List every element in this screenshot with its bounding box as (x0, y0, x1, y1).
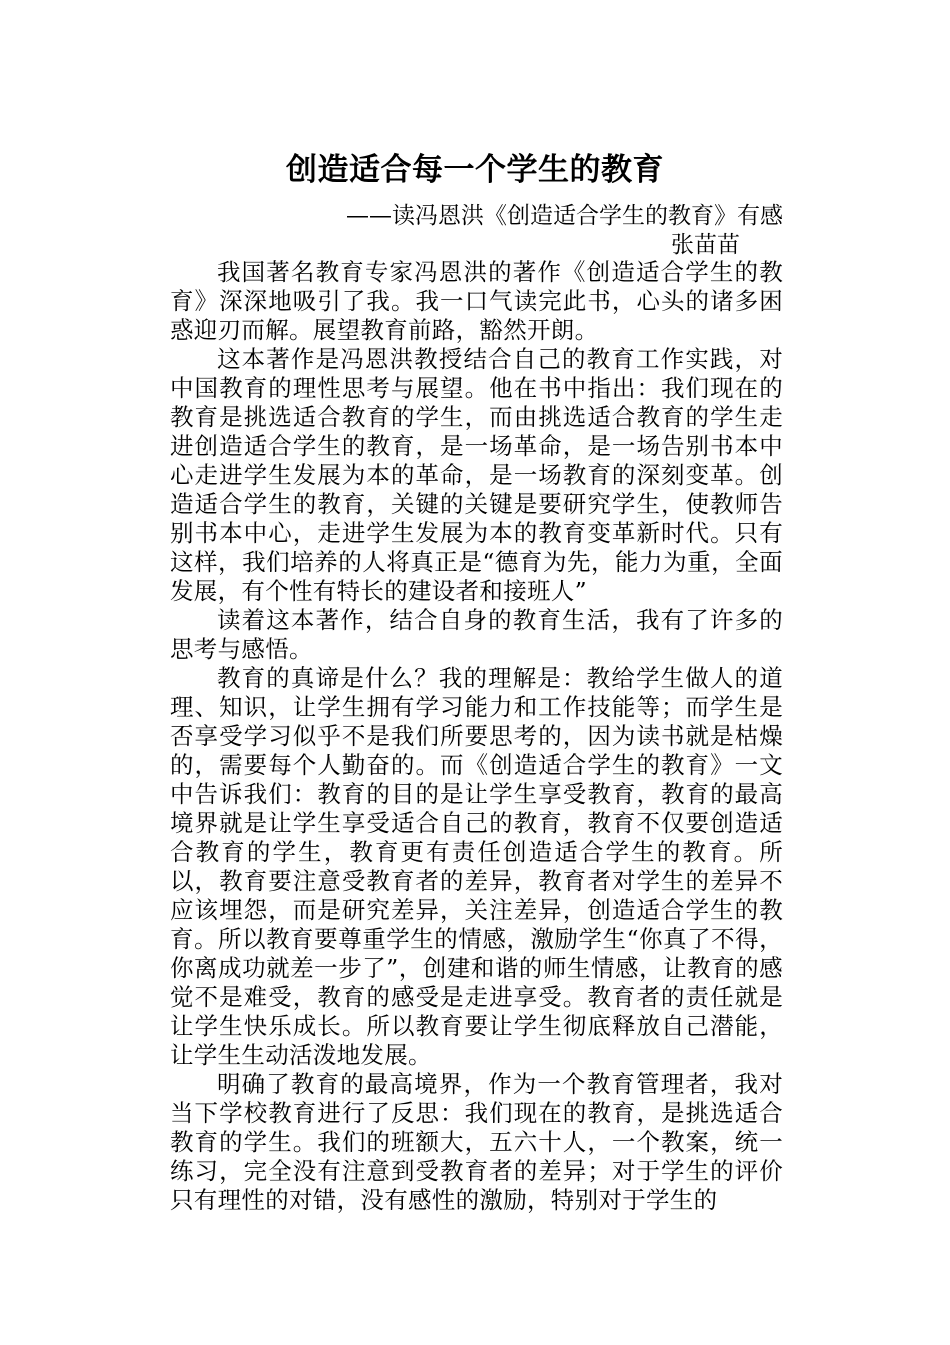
body-paragraph: 这本著作是冯恩洪教授结合自己的教育工作实践，对中国教育的理性思考与展望。他在书中指出：我们现在的教育是挑选适合教育的学生，而由挑选适合教育的学生走进创造适合学生的教育，是一场革命，是一场告别书本中心走进学生发展为本的革命，是一场教育的深刻变革。创造适合学生的教育，关键的关键是要研究学生，使教师告别书本中心，走进学生发展为本的教育变革新时代。只有这样，我们培养的人将真正是“德育为先，能力为重，全面发展，有个性有特长的建设者和接班人” (170, 345, 783, 605)
body-paragraph: 教育的真谛是什么？我的理解是：教给学生做人的道理、知识，让学生拥有学习能力和工作技能等；而学生是否享受学习似乎不是我们所要思考的，因为读书就是枯燥的，需要每个人勤奋的。而《创造适合学生的教育》一文中告诉我们：教育的目的是让学生享受教育，教育的最高境界就是让学生享受适合自己的教育，教育不仅要创造适合教育的学生，教育更有责任创造适合学生的教育。所以，教育要注意受教育者的差异，教育者对学生的差异不应该埋怨，而是研究差异，关注差异，创造适合学生的教育。所以教育要尊重学生的情感，激励学生“你真了不得，你离成功就差一步了”，创建和谐的师生情感，让教育的感觉不是难受，教育的感受是走进享受。教育者的责任就是让学生快乐成长。所以教育要让学生彻底释放自己潜能，让学生生动活泼地发展。 (170, 664, 783, 1069)
document-title: 创造适合每一个学生的教育 (286, 152, 664, 188)
document-body (170, 258, 783, 1215)
body-paragraph: 读着这本著作，结合自身的教育生活，我有了许多的思考与感悟。 (170, 606, 783, 663)
body-paragraph: 我国著名教育专家冯恩洪的著作《创造适合学生的教育》深深地吸引了我。我一口气读完此书，心头的诸多困惑迎刃而解。展望教育前路，豁然开朗。 (170, 258, 783, 344)
document-subtitle: ——读冯恩洪《创造适合学生的教育》有感 (346, 203, 783, 229)
body-paragraph: 明确了教育的最高境界，作为一个教育管理者，我对当下学校教育进行了反思：我们现在的教育，是挑选适合教育的学生。我们的班额大，五六十人，一个教案，统一练习，完全没有注意到受教育者的差异；对于学生的评价只有理性的对错，没有感性的激励，特别对于学生的 (170, 1070, 783, 1214)
document-author: 张苗苗 (671, 232, 740, 258)
